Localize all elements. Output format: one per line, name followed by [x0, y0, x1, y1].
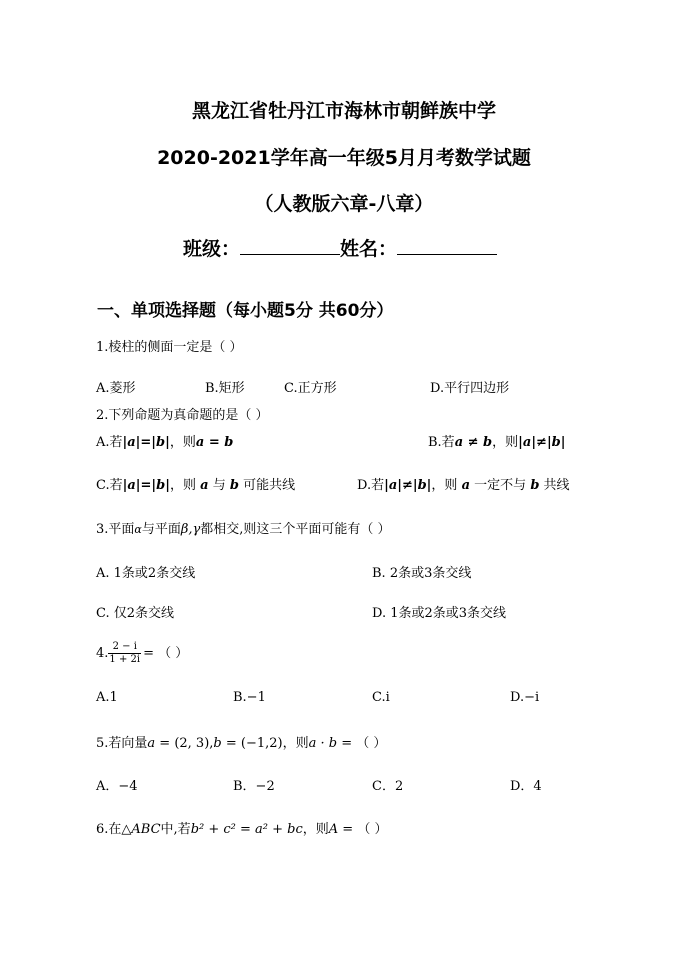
class-label: 班级：	[183, 238, 241, 260]
q2-option-b: B.若a ≠ b，则|a|≠|b|	[428, 435, 566, 450]
q1-option-d: D.平行四边形	[430, 381, 510, 396]
q4-option-a: A.1	[96, 690, 118, 705]
q4-option-c: C.i	[372, 690, 390, 705]
student-info-row	[183, 234, 497, 261]
q2-option-a: A.若|a|=|b|，则a = b	[96, 435, 234, 450]
q2-stem: 2.下列命题为真命题的是（ ）	[96, 408, 269, 423]
class-blank	[240, 236, 340, 255]
q3-option-d: D. 1条或2条或3条交线	[372, 606, 507, 621]
name-label: 姓名：	[340, 238, 398, 260]
q4-stem: 4. $\frac{2 - i}{1 + 2i}$ = （ ）	[96, 641, 189, 665]
q3-stem: 3.平面α与平面β,γ都相交,则这三个平面可能有（ ）	[96, 522, 391, 537]
q3-option-a: A. 1条或2条交线	[96, 566, 196, 581]
q6-stem: 6.在△ABC中,若b² + c² = a² + bc，则A = （ ）	[96, 822, 388, 837]
edition-subtitle: （人教版六章-八章）	[254, 193, 434, 215]
q1-option-a: A.菱形	[96, 381, 136, 396]
name-blank	[397, 236, 497, 255]
section-heading: 一、单项选择题（每小题5分 共60分）	[97, 301, 394, 321]
q5-option-d: D．4	[510, 779, 542, 794]
q5-stem: 5.若向量a = (2, 3),b = (−1,2)，则a · b = （ ）	[96, 736, 387, 751]
q4-option-d: D.−i	[510, 690, 540, 705]
q1-stem: 1.棱柱的侧面一定是（ ）	[96, 340, 243, 355]
q5-option-b: B．−2	[233, 779, 275, 794]
q2-option-c: C.若|a|=|b|，则 a 与 b 可能共线	[96, 478, 296, 493]
q1-option-b: B.矩形	[205, 381, 245, 396]
exam-title: 2020-2021学年高一年级5月月考数学试题	[157, 147, 531, 169]
school-title: 黑龙江省牡丹江市海林市朝鲜族中学	[191, 100, 496, 122]
q5-option-c: C．2	[372, 779, 404, 794]
q1-option-c: C.正方形	[284, 381, 337, 396]
q4-option-b: B.−1	[233, 690, 266, 705]
q3-option-b: B. 2条或3条交线	[372, 566, 472, 581]
q5-option-a: A．−4	[96, 779, 138, 794]
q3-option-c: C. 仅2条交线	[96, 606, 175, 621]
q2-option-d: D.若|a|≠|b|，则 a 一定不与 b 共线	[357, 478, 570, 493]
q4-fraction: $\frac{2 - i}{1 + 2i}$	[109, 641, 141, 665]
